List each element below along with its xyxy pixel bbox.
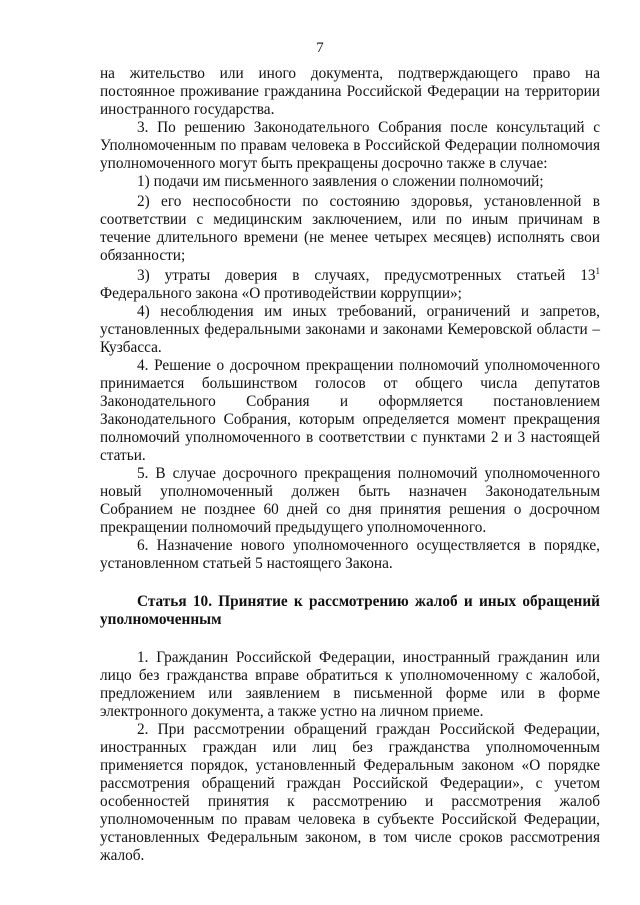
- list-item-3-rest: Федерального закона «О противодействии коррупции»;: [100, 285, 462, 302]
- list-item-1: 1) подачи им письменного заявления о сложении полномочий;: [137, 173, 544, 190]
- article-10-clause-2: 2. При рассмотрении обращений граждан Российской Федерации, иностранных граждан или лиц без гражданства уполномоченным применяется порядок, установленный Федеральным законом «О порядке рассмотрения обращений граждан Российской Федерации», с учетом особенностей принятия к рассмотрению и рассмотрения жалоб уполномоченным по правам человека в субъекте Российской Федерации, установленных Федеральным законом, в том числе сроков рассмотрения жалоб.: [100, 721, 600, 864]
- article-10-clause-1: 1. Гражданин Российской Федерации, иностранный гражданин или лицо без гражданства вправе обратиться к уполномоченному с жалобой, предложением или заявлением в письменной форме или в форме электронного документа, а также устно на личном приеме.: [100, 649, 600, 720]
- paragraph-continuation: на жительство или иного документа, подтверждающего право на постоянное проживание гражданина Российской Федерации на территории иностранного государства.: [100, 65, 600, 118]
- list-item-3: [100, 267, 600, 303]
- list-item-3-text: 3) утраты доверия в случаях, предусмотренных статьей 13: [137, 267, 596, 284]
- superscript-1: 1: [595, 265, 600, 276]
- paragraph-clause-5: 5. В случае досрочного прекращения полномочий уполномоченного новый уполномоченный должен быть назначен Законодательным Собранием не позднее 60 дней со дня принятия решения о досрочном прекращении полномочий предыдущего уполномоченного.: [100, 465, 600, 536]
- list-item-2: 2) его неспособности по состоянию здоровья, установленной в соответствии с медицинским заключением, или по иным причинам в течение длительного времени (не менее четырех месяцев) исполнять свои обязанности;: [100, 193, 600, 264]
- document-body: [100, 65, 600, 865]
- paragraph-clause-4: 4. Решение о досрочном прекращении полномочий уполномоченного принимается большинством голосов от общего числа депутатов Законодательного Собрания и оформляется постановлением Законодательного Собрания, которым определяется момент прекращения полномочий уполномоченного в соответствии с пунктами 2 и 3 настоящей статьи.: [100, 357, 600, 464]
- page-number: 7: [316, 40, 324, 56]
- article-10-heading: Статья 10. Принятие к рассмотрению жалоб и иных обращений уполномоченным: [100, 593, 600, 628]
- list-item-4: 4) несоблюдения им иных требований, ограничений и запретов, установленных федеральными законами и законами Кемеровской области – Кузбасса.: [100, 303, 600, 356]
- paragraph-clause-6: 6. Назначение нового уполномоченного осуществляется в порядке, установленном статьей 5 настоящего Закона.: [100, 537, 600, 572]
- paragraph-clause-3: 3. По решению Законодательного Собрания после консультаций с Уполномоченным по правам человека в Российской Федерации полномочия уполномоченного могут быть прекращены досрочно также в случае:: [100, 119, 600, 172]
